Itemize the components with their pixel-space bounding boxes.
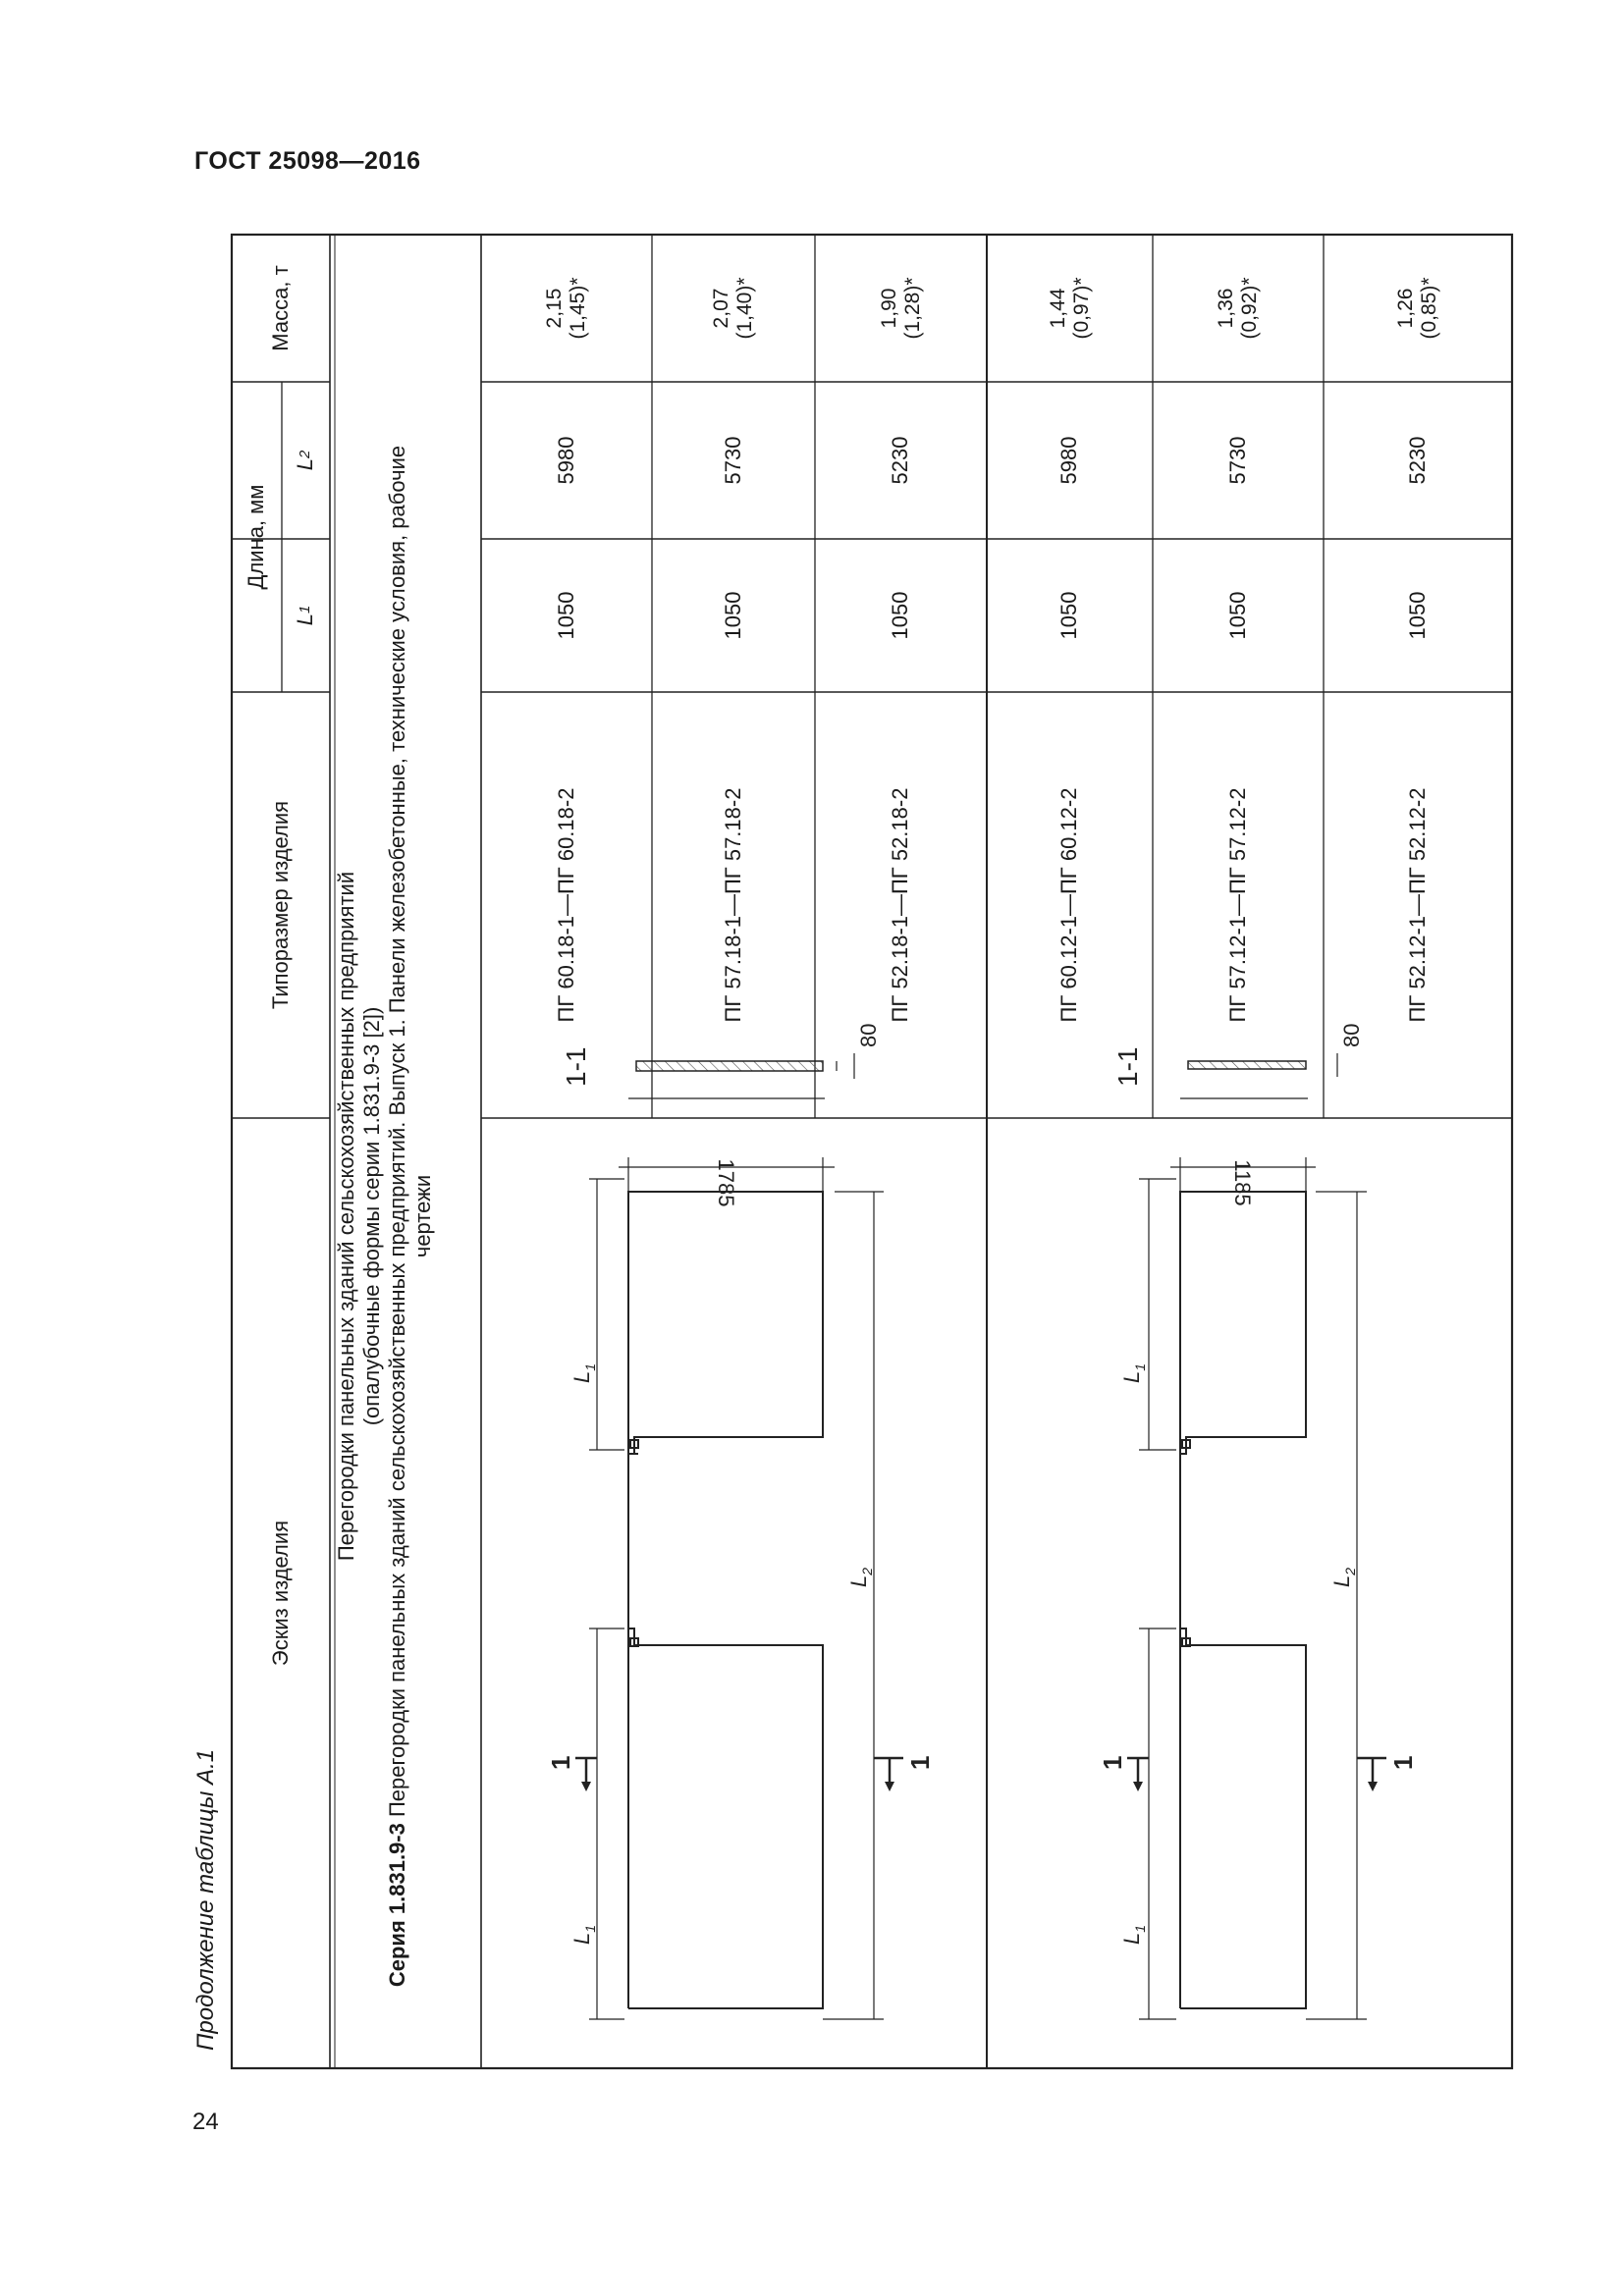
series-number: Серия 1.831.9-3 bbox=[385, 1823, 409, 1988]
row-3-l1: 1050 bbox=[888, 591, 913, 640]
sketch-1-height-label: 1785 bbox=[714, 1158, 738, 1207]
row-1-l1: 1050 bbox=[553, 591, 578, 640]
row-4-type: ПГ 60.12-1—ПГ 60.12-2 bbox=[1056, 787, 1082, 1023]
sketch-2-thickness-label: 80 bbox=[1339, 1023, 1364, 1047]
row-4-mass-alt: (0,97)* bbox=[1069, 277, 1093, 340]
sketch-2-l1-right-label: $L_1$ bbox=[1119, 1362, 1148, 1383]
sketch-1-l1-left-label: $L_1$ bbox=[569, 1924, 598, 1945]
sketch-1-cut-label-left: 1 bbox=[546, 1755, 575, 1770]
sketch-1-l2-label: $L_2$ bbox=[846, 1567, 875, 1587]
section-line-2: (опалубочные формы серии 1.831.9-3 [2]) bbox=[359, 1006, 384, 1426]
header-type: Типоразмер изделия bbox=[267, 800, 293, 1010]
row-6-mass-value: 1,26 bbox=[1394, 288, 1418, 329]
header-l2-sub: 2 bbox=[297, 450, 314, 459]
table-caption: Продолжение таблицы А.1 bbox=[192, 1748, 219, 2051]
sketch-1-section bbox=[636, 1061, 823, 1071]
sketch-1-section-label: 1-1 bbox=[561, 1046, 591, 1087]
sketch-1-cut-label-right: 1 bbox=[905, 1755, 935, 1770]
row-4-l1: 1050 bbox=[1056, 591, 1082, 640]
row-3-type: ПГ 52.18-1—ПГ 52.18-2 bbox=[888, 787, 913, 1023]
sketch-1-panel-drawing bbox=[575, 1053, 903, 2019]
document-code: ГОСТ 25098—2016 bbox=[194, 147, 421, 175]
row-2-mass-value: 2,07 bbox=[710, 288, 733, 329]
sketch-2-section-label: 1-1 bbox=[1112, 1046, 1143, 1087]
row-2-type: ПГ 57.18-1—ПГ 57.18-2 bbox=[720, 787, 745, 1023]
row-5-mass-alt: (0,92)* bbox=[1238, 277, 1261, 340]
header-mass: Масса, т bbox=[267, 265, 293, 351]
row-3-mass-value: 1,90 bbox=[877, 288, 900, 329]
row-6-l2: 5230 bbox=[1404, 436, 1430, 485]
sketch-1-thickness-label: 80 bbox=[856, 1023, 881, 1047]
row-3-l2: 5230 bbox=[888, 436, 913, 485]
row-2-l2: 5730 bbox=[720, 436, 745, 485]
sketch-2-l2-label: $L_2$ bbox=[1329, 1567, 1358, 1587]
row-2-l1: 1050 bbox=[720, 591, 745, 640]
sketch-1-l1-right-label: $L_1$ bbox=[569, 1362, 598, 1383]
row-2-mass-alt: (1,40)* bbox=[733, 277, 756, 340]
row-6-l1: 1050 bbox=[1404, 591, 1430, 640]
row-4-mass-value: 1,44 bbox=[1046, 288, 1069, 329]
header-l2-letter: L bbox=[293, 458, 318, 471]
sketch-2-height-label: 1185 bbox=[1230, 1159, 1255, 1206]
row-3-mass-alt: (1,28)* bbox=[900, 277, 924, 340]
row-5-l2: 5730 bbox=[1224, 436, 1250, 485]
row-4-l2: 5980 bbox=[1056, 436, 1082, 485]
section-line-4: чертежи bbox=[410, 1174, 435, 1258]
sketch-2-section bbox=[1188, 1061, 1306, 1069]
row-1-type: ПГ 60.18-1—ПГ 60.18-2 bbox=[553, 787, 578, 1023]
header-sketch: Эскиз изделия bbox=[267, 1520, 293, 1667]
sketch-2-panel-drawing bbox=[1127, 1053, 1386, 2019]
sketch-2-cut-label-right: 1 bbox=[1388, 1755, 1418, 1770]
row-6-type: ПГ 52.12-1—ПГ 52.12-2 bbox=[1404, 787, 1430, 1023]
header-l1-sub: 1 bbox=[297, 605, 314, 614]
page-number: 24 bbox=[192, 2109, 219, 2135]
sketch-2-panel-outline bbox=[1180, 1192, 1306, 2008]
row-6-mass-alt: (0,85)* bbox=[1418, 277, 1440, 340]
sketch-2-cut-label-left: 1 bbox=[1098, 1755, 1127, 1770]
row-5-mass-value: 1,36 bbox=[1215, 288, 1238, 329]
row-5-type: ПГ 57.12-1—ПГ 57.12-2 bbox=[1224, 787, 1250, 1023]
section-line-1: Перегородки панельных зданий сельскохозяйственных предприятий bbox=[334, 871, 358, 1562]
header-l1-letter: L bbox=[293, 614, 318, 626]
row-1-mass-value: 2,15 bbox=[543, 288, 567, 329]
sketch-2-l1-left-label: $L_1$ bbox=[1119, 1924, 1148, 1945]
sketch-1-panel-outline bbox=[628, 1192, 823, 2008]
header-length: Длина, мм bbox=[244, 484, 269, 590]
row-1-mass-alt: (1,45)* bbox=[567, 277, 589, 340]
row-1-l2: 5980 bbox=[553, 436, 578, 485]
row-5-l1: 1050 bbox=[1224, 591, 1250, 640]
series-description: Перегородки панельных зданий сельскохозяйственных предприятий. Выпуск 1. Панели железобетонные, технические условия, рабочие bbox=[385, 445, 409, 1824]
